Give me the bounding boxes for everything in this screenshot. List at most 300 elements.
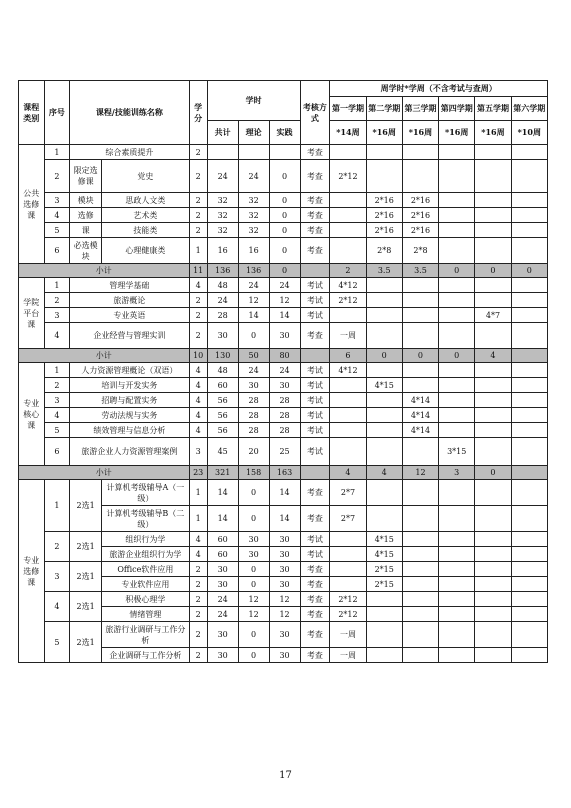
- term-3-cell: 4*14: [402, 408, 438, 423]
- assessment-cell: 考查: [300, 622, 330, 648]
- term-1-cell: 2*12: [330, 160, 366, 193]
- term-2-cell: [366, 592, 402, 607]
- term-5-cell: [475, 648, 511, 663]
- course-name-cell: 积极心理学: [102, 592, 189, 607]
- term-2-cell: 2*16: [366, 208, 402, 223]
- hours-theory-cell: 136: [238, 264, 269, 278]
- hours-practice-cell: 30: [269, 562, 300, 577]
- hours-theory-cell: 12: [238, 607, 269, 622]
- hours-practice-cell: 28: [269, 408, 300, 423]
- credit-cell: 1: [189, 480, 207, 506]
- assessment-cell: 考查: [300, 480, 330, 506]
- term-name-5: 第五学期: [475, 97, 511, 121]
- hours-practice-cell: 12: [269, 293, 300, 308]
- hours-total-cell: 56: [207, 393, 238, 408]
- term-weeks-5: *16周: [475, 121, 511, 145]
- course-name-cell: 专业软件应用: [102, 577, 189, 592]
- seq-cell: 6: [44, 438, 70, 466]
- table-row: [19, 208, 548, 223]
- hours-practice-cell: 28: [269, 423, 300, 438]
- hours-total-cell: 30: [207, 562, 238, 577]
- term-5-cell: [475, 577, 511, 592]
- term-3-cell: [402, 160, 438, 193]
- assessment-cell: 考试: [300, 363, 330, 378]
- assessment-cell: 考试: [300, 408, 330, 423]
- table-row: [19, 438, 548, 466]
- hours-total-cell: 14: [207, 480, 238, 506]
- hours-practice-cell: 80: [269, 349, 300, 363]
- term-1-cell: 2*12: [330, 607, 366, 622]
- term-4-cell: [439, 577, 475, 592]
- seq-cell: 2: [44, 160, 70, 193]
- table-row: [19, 622, 548, 648]
- term-5-cell: [475, 408, 511, 423]
- header-category: 课程类别: [19, 81, 45, 145]
- term-6-cell: [511, 323, 547, 349]
- hours-total-cell: 130: [207, 349, 238, 363]
- choice-cell: 2选1: [70, 480, 102, 532]
- term-1-cell: 2: [330, 264, 366, 278]
- assessment-cell: 考查: [300, 592, 330, 607]
- hours-theory-cell: 0: [238, 323, 269, 349]
- hours-practice-cell: 30: [269, 648, 300, 663]
- category-core: 专业核心课: [19, 363, 45, 466]
- table-row: [19, 532, 548, 547]
- seq-cell: 3: [44, 193, 70, 208]
- table-row: [19, 160, 548, 193]
- header-hours-total: 共计: [207, 121, 238, 145]
- term-6-cell: [511, 293, 547, 308]
- term-2-cell: [366, 278, 402, 293]
- hours-theory-cell: 0: [238, 648, 269, 663]
- term-1-cell: [330, 223, 366, 238]
- term-5-cell: [475, 423, 511, 438]
- course-name-cell: 企业经营与管理实训: [70, 323, 189, 349]
- subgroup-limited: 限定选修课: [70, 160, 102, 193]
- term-2-cell: 4*15: [366, 532, 402, 547]
- term-6-cell: [511, 466, 547, 480]
- course-name-cell: 艺术类: [102, 208, 189, 223]
- table-row: [19, 592, 548, 607]
- term-1-cell: 2*7: [330, 480, 366, 506]
- assessment-cell: [300, 264, 330, 278]
- term-6-cell: [511, 577, 547, 592]
- hours-total-cell: 32: [207, 193, 238, 208]
- assessment-cell: 考查: [300, 238, 330, 264]
- hours-practice-cell: 30: [269, 547, 300, 562]
- term-2-cell: [366, 408, 402, 423]
- term-3-cell: [402, 607, 438, 622]
- hours-practice-cell: 25: [269, 438, 300, 466]
- term-3-cell: [402, 145, 438, 160]
- term-5-cell: [475, 293, 511, 308]
- table-row: [19, 293, 548, 308]
- term-weeks-2: *16周: [366, 121, 402, 145]
- term-4-cell: [439, 193, 475, 208]
- assessment-cell: 考查: [300, 193, 330, 208]
- hours-total-cell: 48: [207, 278, 238, 293]
- table-row: [19, 278, 548, 293]
- assessment-cell: 考查: [300, 607, 330, 622]
- hours-total-cell: 32: [207, 208, 238, 223]
- term-2-cell: [366, 607, 402, 622]
- term-1-cell: [330, 208, 366, 223]
- term-6-cell: [511, 423, 547, 438]
- subtotal-row: [19, 466, 548, 480]
- term-1-cell: [330, 547, 366, 562]
- credit-cell: 4: [189, 547, 207, 562]
- seq-cell: 3: [44, 562, 70, 592]
- term-6-cell: [511, 363, 547, 378]
- term-4-cell: [439, 223, 475, 238]
- term-2-cell: 4*15: [366, 378, 402, 393]
- header-credit: 学分: [189, 81, 207, 145]
- term-1-cell: [330, 423, 366, 438]
- seq-cell: 3: [44, 308, 70, 323]
- term-2-cell: [366, 648, 402, 663]
- hours-practice-cell: 30: [269, 622, 300, 648]
- table-row: [19, 378, 548, 393]
- term-weeks-3: *16周: [402, 121, 438, 145]
- term-6-cell: [511, 193, 547, 208]
- term-6-cell: [511, 145, 547, 160]
- term-3-cell: [402, 323, 438, 349]
- assessment-cell: 考查: [300, 145, 330, 160]
- hours-practice-cell: 0: [269, 264, 300, 278]
- term-6-cell: [511, 223, 547, 238]
- course-name-cell: 组织行为学: [102, 532, 189, 547]
- term-1-cell: [330, 378, 366, 393]
- course-name-cell: 旅游企业人力资源管理案例: [70, 438, 189, 466]
- seq-cell: 1: [44, 363, 70, 378]
- term-3-cell: 2*16: [402, 208, 438, 223]
- term-6-cell: [511, 238, 547, 264]
- hours-total-cell: 24: [207, 607, 238, 622]
- assessment-cell: 考查: [300, 223, 330, 238]
- term-2-cell: 2*15: [366, 577, 402, 592]
- credit-cell: 2: [189, 160, 207, 193]
- credit-cell: 1: [189, 506, 207, 532]
- term-5-cell: [475, 223, 511, 238]
- credit-cell: 3: [189, 438, 207, 466]
- category-platform: 学院平台课: [19, 278, 45, 349]
- hours-total-cell: 28: [207, 308, 238, 323]
- hours-total-cell: 16: [207, 238, 238, 264]
- term-6-cell: [511, 532, 547, 547]
- table-row: [19, 323, 548, 349]
- assessment-cell: 考试: [300, 532, 330, 547]
- term-4-cell: [439, 145, 475, 160]
- term-4-cell: [439, 532, 475, 547]
- term-2-cell: 0: [366, 349, 402, 363]
- term-5-cell: [475, 607, 511, 622]
- assessment-cell: 考试: [300, 293, 330, 308]
- curriculum-table: [18, 80, 548, 663]
- seq-cell: 1: [44, 480, 70, 532]
- term-6-cell: [511, 648, 547, 663]
- term-1-cell: [330, 393, 366, 408]
- choice-cell: 2选1: [70, 622, 102, 663]
- term-4-cell: [439, 547, 475, 562]
- term-5-cell: 0: [475, 264, 511, 278]
- hours-total-cell: 45: [207, 438, 238, 466]
- assessment-cell: 考试: [300, 278, 330, 293]
- term-5-cell: [475, 193, 511, 208]
- assessment-cell: 考试: [300, 547, 330, 562]
- term-1-cell: [330, 238, 366, 264]
- hours-theory-cell: 0: [238, 622, 269, 648]
- term-2-cell: [366, 323, 402, 349]
- term-4-cell: [439, 238, 475, 264]
- table-row: [19, 145, 548, 160]
- hours-theory-cell: 32: [238, 223, 269, 238]
- hours-practice-cell: 14: [269, 308, 300, 323]
- term-1-cell: 4*12: [330, 278, 366, 293]
- hours-theory-cell: 0: [238, 506, 269, 532]
- seq-cell: 6: [44, 238, 70, 264]
- term-1-cell: [330, 145, 366, 160]
- assessment-cell: 考查: [300, 577, 330, 592]
- term-3-cell: 4*14: [402, 393, 438, 408]
- hours-practice-cell: 0: [269, 208, 300, 223]
- hours-practice-cell: 0: [269, 223, 300, 238]
- term-2-cell: 3.5: [366, 264, 402, 278]
- term-3-cell: [402, 622, 438, 648]
- credit-cell: 23: [189, 466, 207, 480]
- hours-total-cell: 30: [207, 577, 238, 592]
- credit-cell: 4: [189, 278, 207, 293]
- term-1-cell: [330, 562, 366, 577]
- term-4-cell: [439, 160, 475, 193]
- table-row: [19, 193, 548, 208]
- term-weeks-4: *16周: [439, 121, 475, 145]
- term-2-cell: [366, 506, 402, 532]
- term-6-cell: [511, 308, 547, 323]
- term-5-cell: [475, 480, 511, 506]
- term-6-cell: [511, 378, 547, 393]
- subtotal-label: 小计: [19, 264, 190, 278]
- course-name-cell: 专业英语: [70, 308, 189, 323]
- term-5-cell: [475, 378, 511, 393]
- term-4-cell: [439, 293, 475, 308]
- term-3-cell: [402, 592, 438, 607]
- hours-practice-cell: 30: [269, 378, 300, 393]
- course-name-cell: 旅游行业调研与工作分析: [102, 622, 189, 648]
- hours-theory-cell: 30: [238, 378, 269, 393]
- course-name-cell: 招聘与配置实务: [70, 393, 189, 408]
- hours-theory-cell: 0: [238, 577, 269, 592]
- credit-cell: 2: [189, 648, 207, 663]
- hours-practice-cell: 14: [269, 480, 300, 506]
- course-name-cell: 心理健康类: [102, 238, 189, 264]
- term-6-cell: [511, 160, 547, 193]
- seq-cell: 5: [44, 223, 70, 238]
- term-name-2: 第二学期: [366, 97, 402, 121]
- subtotal-row: [19, 264, 548, 278]
- term-3-cell: [402, 278, 438, 293]
- assessment-cell: 考查: [300, 323, 330, 349]
- term-1-cell: 4*12: [330, 363, 366, 378]
- term-3-cell: [402, 506, 438, 532]
- term-weeks-6: *10周: [511, 121, 547, 145]
- term-name-3: 第三学期: [402, 97, 438, 121]
- hours-theory-cell: 28: [238, 393, 269, 408]
- credit-cell: 4: [189, 393, 207, 408]
- term-1-cell: 2*12: [330, 592, 366, 607]
- term-1-cell: [330, 408, 366, 423]
- course-name-cell: Office软件应用: [102, 562, 189, 577]
- term-1-cell: [330, 577, 366, 592]
- hours-theory-cell: 0: [238, 480, 269, 506]
- term-5-cell: [475, 145, 511, 160]
- term-2-cell: [366, 480, 402, 506]
- subgroup-module-elective: 选修: [70, 208, 102, 223]
- term-3-cell: [402, 308, 438, 323]
- course-name-cell: 计算机考级辅导A（一级）: [102, 480, 189, 506]
- seq-cell: 4: [44, 208, 70, 223]
- course-name-cell: 综合素质提升: [70, 145, 189, 160]
- table-row: [19, 308, 548, 323]
- term-4-cell: [439, 378, 475, 393]
- hours-theory-cell: [238, 145, 269, 160]
- hours-total-cell: 32: [207, 223, 238, 238]
- seq-cell: 4: [44, 408, 70, 423]
- term-1-cell: [330, 532, 366, 547]
- term-4-cell: [439, 562, 475, 577]
- hours-theory-cell: 14: [238, 308, 269, 323]
- assessment-cell: 考查: [300, 208, 330, 223]
- credit-cell: 10: [189, 349, 207, 363]
- hours-total-cell: 24: [207, 592, 238, 607]
- table-row: [19, 363, 548, 378]
- term-5-cell: [475, 532, 511, 547]
- seq-cell: 4: [44, 323, 70, 349]
- table-row: [19, 408, 548, 423]
- credit-cell: 2: [189, 208, 207, 223]
- term-3-cell: [402, 378, 438, 393]
- term-6-cell: [511, 278, 547, 293]
- course-name-cell: 旅游企业组织行为学: [102, 547, 189, 562]
- course-name-cell: 旅游概论: [70, 293, 189, 308]
- term-4-cell: [439, 278, 475, 293]
- hours-total-cell: 48: [207, 363, 238, 378]
- hours-practice-cell: 14: [269, 506, 300, 532]
- term-5-cell: [475, 323, 511, 349]
- term-5-cell: [475, 547, 511, 562]
- hours-theory-cell: 24: [238, 363, 269, 378]
- term-6-cell: [511, 349, 547, 363]
- credit-cell: 2: [189, 577, 207, 592]
- hours-total-cell: 60: [207, 532, 238, 547]
- hours-theory-cell: 32: [238, 208, 269, 223]
- term-4-cell: 0: [439, 349, 475, 363]
- term-4-cell: [439, 480, 475, 506]
- seq-cell: 1: [44, 145, 70, 160]
- term-3-cell: 12: [402, 466, 438, 480]
- term-4-cell: 3*15: [439, 438, 475, 466]
- course-name-cell: 人力资源管理概论（双语）: [70, 363, 189, 378]
- hours-practice-cell: 163: [269, 466, 300, 480]
- hours-theory-cell: 28: [238, 408, 269, 423]
- term-4-cell: [439, 308, 475, 323]
- page-number: 17: [279, 770, 292, 781]
- seq-cell: 2: [44, 378, 70, 393]
- term-6-cell: [511, 438, 547, 466]
- assessment-cell: 考试: [300, 423, 330, 438]
- subtotal-label: 小计: [19, 349, 190, 363]
- credit-cell: 4: [189, 378, 207, 393]
- hours-total-cell: 30: [207, 648, 238, 663]
- credit-cell: 1: [189, 238, 207, 264]
- term-6-cell: [511, 480, 547, 506]
- credit-cell: 2: [189, 293, 207, 308]
- term-2-cell: 4: [366, 466, 402, 480]
- hours-total-cell: 24: [207, 293, 238, 308]
- term-4-cell: [439, 393, 475, 408]
- term-6-cell: [511, 208, 547, 223]
- hours-practice-cell: 0: [269, 193, 300, 208]
- credit-cell: 2: [189, 223, 207, 238]
- term-2-cell: [366, 438, 402, 466]
- term-3-cell: 0: [402, 349, 438, 363]
- term-6-cell: [511, 408, 547, 423]
- term-2-cell: 2*16: [366, 193, 402, 208]
- credit-cell: 2: [189, 592, 207, 607]
- hours-theory-cell: 0: [238, 562, 269, 577]
- term-6-cell: [511, 592, 547, 607]
- term-4-cell: [439, 592, 475, 607]
- term-2-cell: [366, 363, 402, 378]
- term-5-cell: 4*7: [475, 308, 511, 323]
- term-4-cell: [439, 408, 475, 423]
- term-2-cell: 2*15: [366, 562, 402, 577]
- hours-practice-cell: 30: [269, 532, 300, 547]
- term-3-cell: 3.5: [402, 264, 438, 278]
- term-4-cell: [439, 423, 475, 438]
- term-3-cell: [402, 480, 438, 506]
- term-5-cell: [475, 592, 511, 607]
- term-1-cell: 一周: [330, 648, 366, 663]
- term-3-cell: 4*14: [402, 423, 438, 438]
- hours-total-cell: 30: [207, 622, 238, 648]
- credit-cell: 2: [189, 308, 207, 323]
- hours-theory-cell: 28: [238, 423, 269, 438]
- header-course-name: 课程/技能训练名称: [70, 81, 189, 145]
- hours-total-cell: 30: [207, 323, 238, 349]
- term-5-cell: [475, 363, 511, 378]
- hours-theory-cell: 20: [238, 438, 269, 466]
- assessment-cell: [300, 466, 330, 480]
- term-5-cell: [475, 208, 511, 223]
- header-hours: 学时: [207, 81, 300, 121]
- credit-cell: 4: [189, 363, 207, 378]
- term-4-cell: [439, 506, 475, 532]
- table-row: [19, 480, 548, 506]
- hours-practice-cell: 28: [269, 393, 300, 408]
- course-name-cell: 管理学基础: [70, 278, 189, 293]
- term-5-cell: [475, 438, 511, 466]
- term-4-cell: [439, 607, 475, 622]
- term-5-cell: 4: [475, 349, 511, 363]
- choice-cell: 2选1: [70, 562, 102, 592]
- assessment-cell: 考试: [300, 438, 330, 466]
- term-4-cell: [439, 622, 475, 648]
- term-2-cell: 4*15: [366, 547, 402, 562]
- hours-practice-cell: 12: [269, 607, 300, 622]
- assessment-cell: 考试: [300, 378, 330, 393]
- hours-practice-cell: 24: [269, 278, 300, 293]
- course-name-cell: 企业调研与工作分析: [102, 648, 189, 663]
